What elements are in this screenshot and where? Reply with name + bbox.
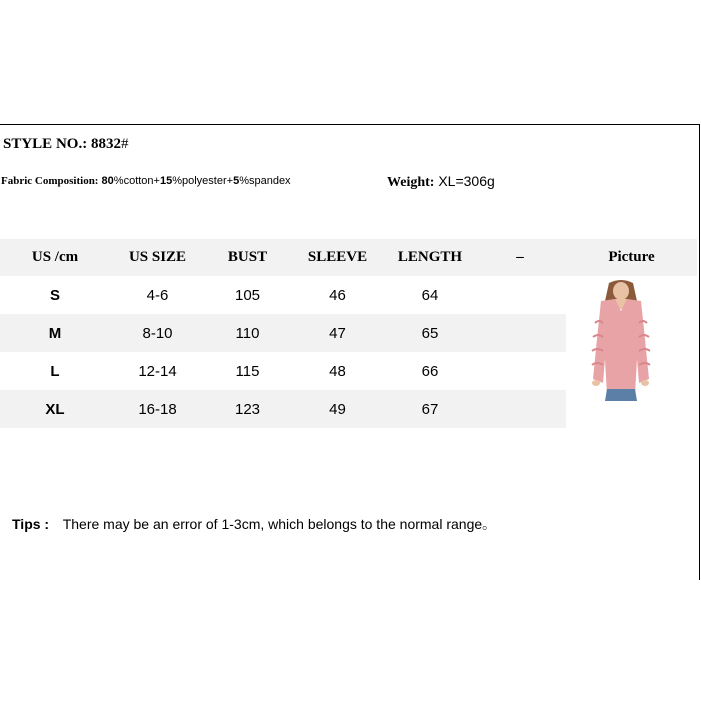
- style-suffix: #: [120, 136, 129, 152]
- table-row: [0, 276, 566, 314]
- fabric-percent-spandex: 5: [233, 175, 240, 187]
- table-cell: 49: [329, 400, 346, 418]
- table-cell: 65: [421, 324, 439, 342]
- weight-info: [387, 173, 495, 191]
- fabric-text-polyester: %polyester+: [172, 175, 234, 187]
- table-cell: S: [49, 286, 60, 304]
- table-cell: L: [50, 362, 60, 380]
- fabric-percent-cotton: 80: [101, 175, 114, 187]
- fabric-text-spandex: %spandex: [239, 175, 291, 187]
- table-cell: M: [48, 324, 62, 342]
- style-number-line: [3, 136, 128, 153]
- table-cell: XL: [45, 400, 65, 418]
- column-header: Picture: [608, 249, 655, 265]
- weight-label: Weight:: [387, 175, 435, 190]
- style-label: STYLE NO.:: [3, 136, 88, 152]
- table-cell: 16-18: [138, 400, 177, 418]
- table-cell: 105: [234, 286, 261, 304]
- column-header: SLEEVE: [307, 249, 368, 265]
- table-cell: 8-10: [142, 324, 173, 342]
- column-header: US SIZE: [128, 249, 187, 265]
- table-header-row: [0, 239, 697, 276]
- column-header: –: [516, 249, 524, 265]
- fabric-percent-polyester: 15: [159, 175, 173, 187]
- table-cell: 64: [421, 286, 439, 304]
- table-cell: 66: [421, 362, 439, 380]
- table-cell: 46: [329, 286, 346, 304]
- table-cell: 67: [421, 400, 439, 418]
- tips-label: Tips :: [12, 516, 50, 532]
- table-row: [0, 390, 566, 428]
- size-chart-sheet: [0, 124, 700, 580]
- pink-sweater-photo: [583, 279, 659, 401]
- table-cell: 48: [329, 362, 346, 380]
- table-cell: 115: [235, 362, 260, 380]
- table-cell: 110: [235, 324, 260, 342]
- fabric-text-cotton: %cotton+: [113, 175, 160, 187]
- column-header: LENGTH: [397, 249, 463, 265]
- tips-note: [12, 514, 496, 534]
- style-number: 8832: [90, 136, 121, 152]
- fabric-composition: [1, 175, 291, 187]
- table-cell: 123: [234, 400, 261, 418]
- column-header: US /cm: [31, 249, 79, 265]
- column-header: BUST: [227, 249, 268, 265]
- table-cell: 12-14: [138, 362, 177, 380]
- table-row: [0, 314, 566, 352]
- tips-text: There may be an error of 1-3cm, which belongs to the normal range。: [62, 516, 497, 532]
- fabric-label: Fabric Composition:: [1, 175, 99, 187]
- table-row: [0, 352, 566, 390]
- weight-value: XL=306g: [438, 173, 495, 189]
- table-cell: 4-6: [146, 286, 169, 304]
- table-cell: 47: [329, 324, 346, 342]
